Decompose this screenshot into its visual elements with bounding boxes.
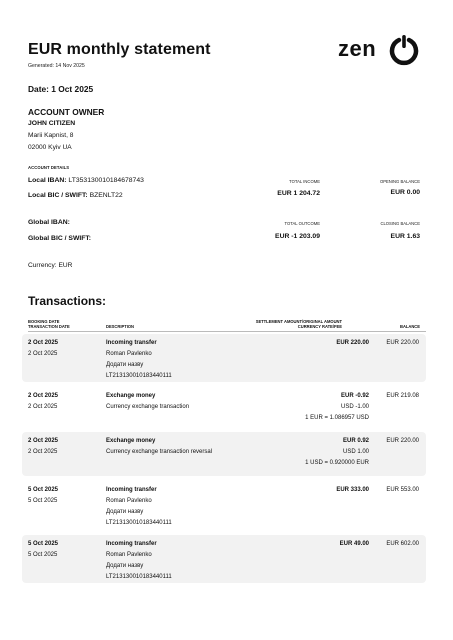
row-balance: EUR 602.00 [386,541,419,547]
transaction-date: 2 Oct 2025 [28,351,58,357]
transaction-detail: Roman Pavlenko [106,498,152,504]
original-amount-detail: USD 1.00 [342,449,369,455]
transaction-detail: Currency exchange transaction reversal [106,449,213,455]
local-bic-value: BZENLT22 [89,192,123,199]
transaction-title: Incoming transfer [106,541,157,547]
opening-balance-value: EUR 0.00 [390,189,420,196]
transaction-detail: Roman Pavlenko [106,351,152,357]
settlement-amount: EUR 49.00 [339,541,369,547]
transaction-detail: LT213130010183440111 [106,520,172,526]
total-outcome-value: EUR -1 203.09 [275,233,320,240]
transaction-date: 2 Oct 2025 [28,404,58,410]
settlement-amount: EUR -0.92 [340,393,369,399]
transaction-title: Exchange money [106,438,156,444]
original-amount-detail: 1 EUR = 1.086957 USD [305,415,369,421]
col-rate-fee-label: CURRENCY RATE/FEE [297,323,342,329]
table-row [22,535,426,583]
zen-logo [338,34,424,68]
closing-balance-label: CLOSING BALANCE [380,221,420,226]
col-description: DESCRIPTION [106,323,134,329]
original-amount-detail: USD -1.00 [340,404,369,410]
opening-balance-label: OPENING BALANCE [379,179,420,184]
table-row [22,432,426,476]
statement-date: Date: 1 Oct 2025 [28,84,94,94]
global-iban-label: Global IBAN: [28,219,70,226]
booking-date: 5 Oct 2025 [28,541,59,547]
col-transaction-date-label: TRANSACTION DATE [28,323,70,329]
transaction-detail: LT213130010183440111 [106,373,172,379]
col-balance: BALANCE [399,323,420,329]
transaction-detail: Додати назву [106,509,144,515]
table-row [22,334,426,382]
transaction-title: Exchange money [106,393,156,399]
global-bic-label: Global BIC / SWIFT: [28,235,92,242]
local-iban [28,177,144,184]
transaction-detail: Додати назву [106,563,144,569]
row-balance: EUR 219.08 [386,393,419,399]
owner-address-line1: Marii Kapnist, 8 [28,132,74,139]
row-balance: EUR 220.00 [386,340,419,346]
booking-date: 5 Oct 2025 [28,487,59,493]
owner-name: JOHN CITIZEN [28,120,76,127]
closing-balance-value: EUR 1.63 [390,233,420,240]
col-settlement [256,320,342,329]
transaction-detail: Currency exchange transaction [106,404,190,410]
booking-date: 2 Oct 2025 [28,340,59,346]
booking-date: 2 Oct 2025 [28,393,59,399]
table-row [22,481,426,529]
owner-address-line2: 02000 Kyiv UA [28,144,72,151]
settlement-amount: EUR 333.00 [336,487,369,493]
total-outcome-label: TOTAL OUTCOME [284,221,320,226]
row-balance: EUR 553.00 [386,487,419,493]
currency-value: EUR [58,262,73,269]
transaction-detail: LT213130010183440111 [106,574,172,580]
zen-logo-icon [386,34,422,68]
logo-text: zen [338,36,377,61]
transaction-date: 2 Oct 2025 [28,449,58,455]
transaction-title: Incoming transfer [106,487,157,493]
currency-label: Currency: [28,262,57,269]
total-income-label: TOTAL INCOME [289,179,320,184]
transaction-date: 5 Oct 2025 [28,498,58,504]
transaction-title: Incoming transfer [106,340,157,346]
settlement-amount: EUR 220.00 [336,340,369,346]
transaction-detail: Додати назву [106,362,144,368]
generated-date: Generated: 14 Nov 2025 [28,63,85,69]
transactions-heading: Transactions: [28,294,107,308]
currency [28,262,72,269]
local-iban-label: Local IBAN: [28,177,67,184]
account-details-heading: ACCOUNT DETAILS [28,165,70,170]
row-balance: EUR 220.00 [386,438,419,444]
local-iban-value: LT353130010184678743 [68,177,144,184]
col-booking-date-label: BOOKING DATE [28,319,60,324]
total-income-value: EUR 1 204.72 [277,190,320,197]
table-row [22,387,426,427]
col-settlement-label: SETTLEMENT AMOUNT/ORIGINAL AMOUNT [255,319,342,324]
transaction-detail: Roman Pavlenko [106,552,152,558]
header-divider [28,331,426,332]
settlement-amount: EUR 0.92 [342,438,369,444]
booking-date: 2 Oct 2025 [28,438,59,444]
local-bic-label: Local BIC / SWIFT: [28,192,88,199]
transaction-date: 5 Oct 2025 [28,552,58,558]
original-amount-detail: 1 USD = 0.920000 EUR [305,460,369,466]
account-owner-heading: ACCOUNT OWNER [28,107,105,117]
statement-title: EUR monthly statement [28,41,211,58]
local-bic [28,192,123,199]
col-booking-date [28,320,70,329]
